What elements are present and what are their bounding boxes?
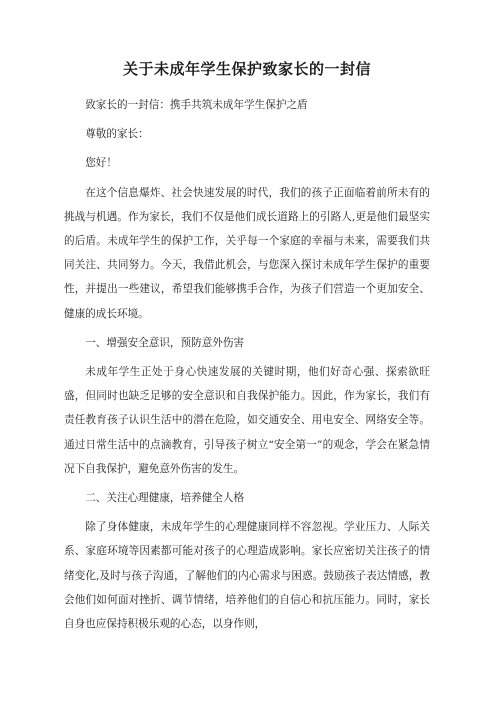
- page-title: 关于未成年学生保护致家长的一封信: [122, 60, 371, 78]
- section-body-1: 未成年学生正处于身心快速发展的关键时期，他们好奇心强、探索欲旺盛，但同时也缺乏足够的安全意识和自我保护能力。因此，作为家长，我们有责任教育孩子认识生活中的潜在危险，如交通安全、用电安全、网络安全等。通过日常生活中的点滴教育，引导孩子树立“安全第一”的观念，学会在紧急情况下自我保护，避免意外伤害的发生。: [64, 366, 430, 475]
- intro-paragraph: 在这个信息爆炸、社会快速发展的时代，我们的孩子正面临着前所未有的挑战与机遇。作为家长，我们不仅是他们成长道路上的引路人,更是他们最坚实的后盾。未成年学生的保护工作，关乎每一个家庭的幸福与未来，需要我们共同关注、共同努力。今天，我借此机会，与您深入探讨未成年学生保护的重要性，并提出一些建议，希望我们能够携手合作，为孩子们营造一个更加安全、健康的成长环境。: [64, 186, 430, 320]
- salutation: 尊敬的家长：: [85, 128, 149, 141]
- letter-subtitle: 致家长的一封信：携手共筑未成年学生保护之盾: [85, 99, 308, 111]
- section-heading-1: 一、增强安全意识，预防意外伤害: [85, 336, 245, 349]
- section-heading-2: 二、关注心理健康，培养健全人格: [85, 492, 245, 505]
- section-body-2: 除了身体健康，未成年学生的心理健康同样不容忽视。学业压力、人际关系、家庭环境等因素都可能对孩子的心理造成影响。家长应密切关注孩子的情绪变化,及时与孩子沟通，了解他们的内心需求与困惑。鼓励孩子表达情感，教会他们如何面对挫折、调节情绪，培养他们的自信心和抗压能力。同时，家长自身也应保持积极乐观的心态，以身作则，: [64, 521, 430, 631]
- greeting: 您好！: [85, 157, 117, 170]
